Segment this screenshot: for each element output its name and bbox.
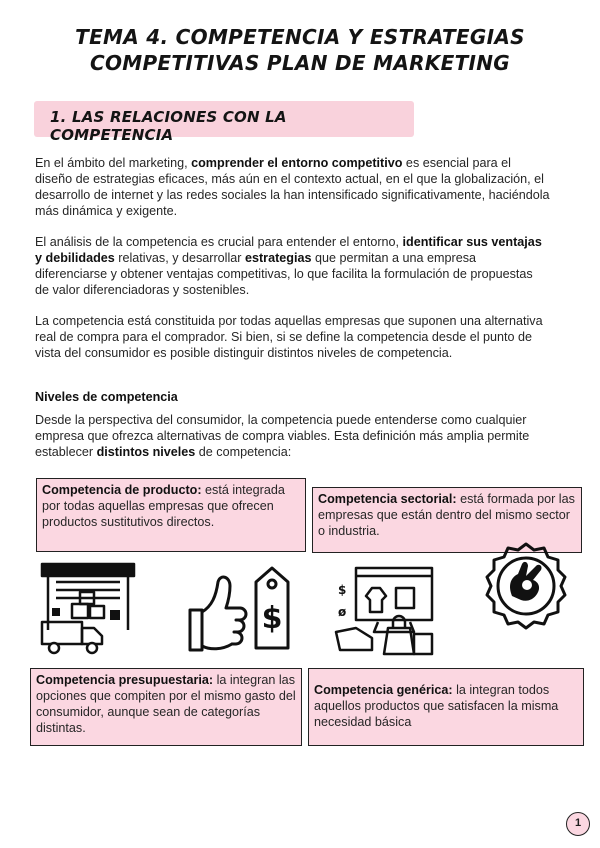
paragraph-2 [35, 234, 550, 298]
box-presupuestaria-label: Competencia presupuestaria: [36, 673, 214, 687]
paragraph-4 [35, 412, 550, 460]
box-sectorial-text: está formada por las empresas que están dentro del mismo sector o industria. [318, 492, 575, 538]
title-line-2: COMPETITIVAS PLAN DE MARKETING [89, 51, 511, 75]
title-line-1: TEMA 4. COMPETENCIA Y ESTRATEGIAS [75, 25, 525, 49]
section-heading-text: 1. LAS RELACIONES CON LA COMPETENCIA [50, 108, 287, 144]
p2-bold-2: estrategias [244, 251, 312, 265]
section-heading [34, 101, 414, 144]
box-generica-text: la integran todos aquellos productos que satisfacen la misma necesidad básica [314, 683, 559, 729]
p1-bold-1: comprender el entorno competitivo [191, 156, 403, 170]
p2-text-3: que permitan a una empresa diferenciarse y obtener ventajas competitivas, lo que facilita la formulación de propuestas de valor diferenciadoras y sostenibles. [35, 251, 533, 297]
p2-bold-1: identificar sus ventajas y debilidades [35, 235, 542, 265]
p4-text-1: Desde la perspectiva del consumidor, la competencia puede entenderse como cualquier empresa que ofrezca alternativas de compra viables. Esta definición más amplia permite establecer [35, 413, 530, 459]
box-producto-text: está integrada por todas aquellas empresas que ofrecen productos sustitutivos directos. [42, 483, 285, 529]
box-competencia-producto [36, 478, 306, 552]
p4-bold-1: distintos niveles [96, 445, 196, 459]
svg-text:ø: ø [338, 605, 347, 619]
box-presupuestaria-text: la integran las opciones que compiten por el mismo gasto del consumidor, aunque sean de categorías distintas. [36, 673, 296, 735]
box-generica-label: Competencia genérica: [314, 683, 453, 697]
p4-text-2: de competencia: [195, 445, 292, 459]
page-number: 1 [566, 812, 590, 836]
p2-text-1: El análisis de la competencia es crucial para entender el entorno, [35, 235, 403, 249]
page-title [0, 24, 600, 76]
box-competencia-generica [308, 668, 584, 746]
box-competencia-presupuestaria [30, 668, 302, 746]
box-sectorial-label: Competencia sectorial: [318, 492, 457, 506]
online-shopping-icon [328, 566, 438, 656]
p2-text-2: relativas, y desarrollar [114, 251, 245, 265]
p1-text-1: En el ámbito del marketing, [35, 156, 192, 170]
box-producto-label: Competencia de producto: [42, 483, 202, 497]
ok-hand-seal-icon [476, 540, 576, 632]
p1-text-2: es esencial para el diseño de estrategias eficaces, más aún en el contexto actual, en el que la globalización, el desarrollo de internet y las redes sociales la han intensificado significativamente, haciéndola más dinámica y exigente. [35, 156, 550, 218]
paragraph-3: La competencia está constituida por todas aquellas empresas que suponen una alternativa real de compra para el comprador. Si bien, si se define la competencia desde el punto de vista del consumidor es posible distinguir distintos niveles de competencia. [35, 314, 543, 360]
thumbs-up-price-tag-icon [186, 562, 296, 658]
svg-text:$: $ [338, 583, 347, 597]
subheading-niveles: Niveles de competencia [35, 390, 178, 404]
svg-text:$: $ [261, 601, 283, 636]
warehouse-truck-icon [38, 560, 138, 656]
paragraph-1 [35, 155, 550, 219]
